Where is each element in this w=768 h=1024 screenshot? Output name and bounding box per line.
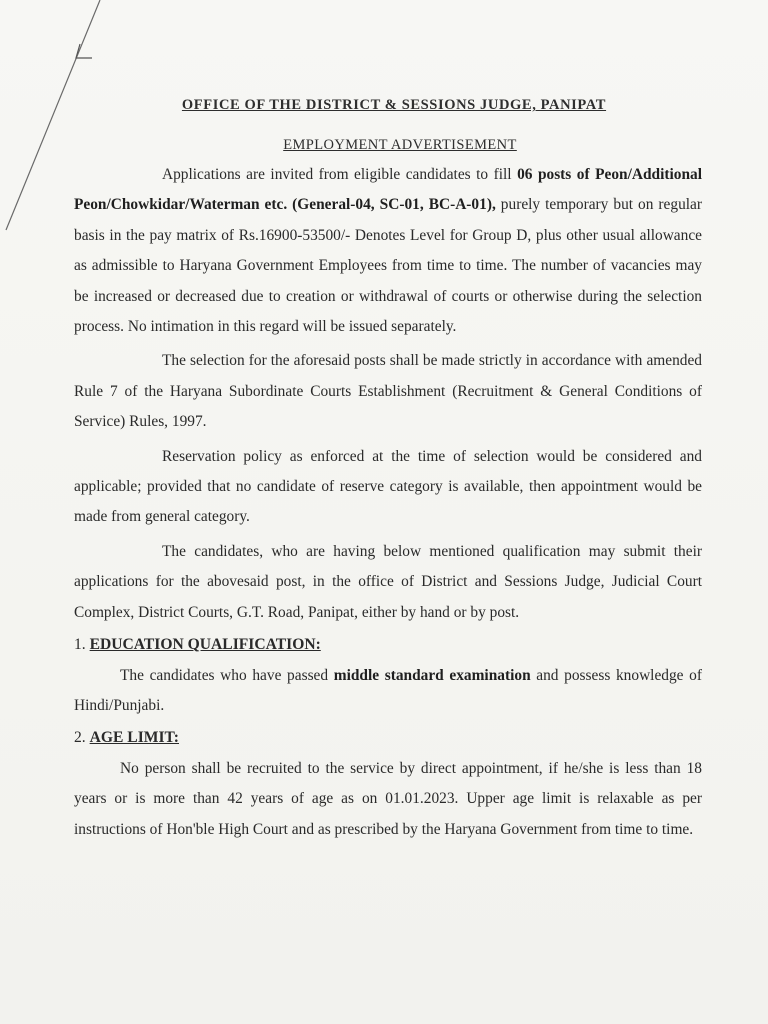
p1-intro: Applications are invited from eligible candidates to fill [162,166,518,183]
paragraph-submission: The candidates, who are having below mentioned qualification may submit their applications for the abovesaid post, in the office of District and Sessions Judge, Judicial Court Complex, District Courts, G.T. Road, Panipat, either by hand or by post. [74,542,702,621]
document-body [74,92,702,845]
section-title-text: EDUCATION QUALIFICATION: [89,636,321,654]
section-number: 2. [74,729,86,747]
paragraph-education [74,661,702,722]
section-number: 1. [74,636,86,654]
section-title-text: AGE LIMIT: [89,729,179,747]
office-heading: OFFICE OF THE DISTRICT & SESSIONS JUDGE, PANIPAT [181,97,607,113]
p1-details: purely temporary but on regular basis in the pay matrix of Rs.16900-53500/- Denotes Level for Group D, plus other usual allowance as admissible to Haryana Government Employees from time to time. The number of vacancies may be increased or decreased due to creation or withdrawal of courts or otherwise during the selection process. No intimation in this regard will be issued separately. [74,196,702,336]
paragraph-selection-rules: The selection for the aforesaid posts shall be made strictly in accordance with amended Rule 7 of the Haryana Subordinate Courts Establishment (Recruitment & General Conditions of Service) Rules, 1997. [74,352,702,431]
paragraph-age-limit: No person shall be recruited to the service by direct appointment, if he/she is less than 18 years or is more than 42 years of age as on 01.01.2023. Upper age limit is relaxable as per instructions of Hon'ble High Court and as prescribed by the Haryana Government from time to time. [74,759,702,838]
p1-posts: 06 posts of Peon/Additional Peon/Chowkidar/Waterman etc. (General-04, SC-01, BC-A-01), [74,166,703,214]
section-age-title [74,723,702,753]
margin-tick-mark [76,44,92,58]
edu-intro: The candidates who have passed [120,666,334,684]
advertisement-heading: EMPLOYMENT ADVERTISEMENT [283,137,517,153]
edu-rest: and possess knowledge of Hindi/Punjabi. [74,666,702,714]
edu-standard: middle standard examination [333,666,531,684]
paragraph-reservation: Reservation policy as enforced at the time of selection would be considered and applicable; provided that no candidate of reserve category is available, then appointment would be made from general category. [74,447,702,526]
paragraph-applications [74,160,702,342]
section-education-title [74,630,702,660]
